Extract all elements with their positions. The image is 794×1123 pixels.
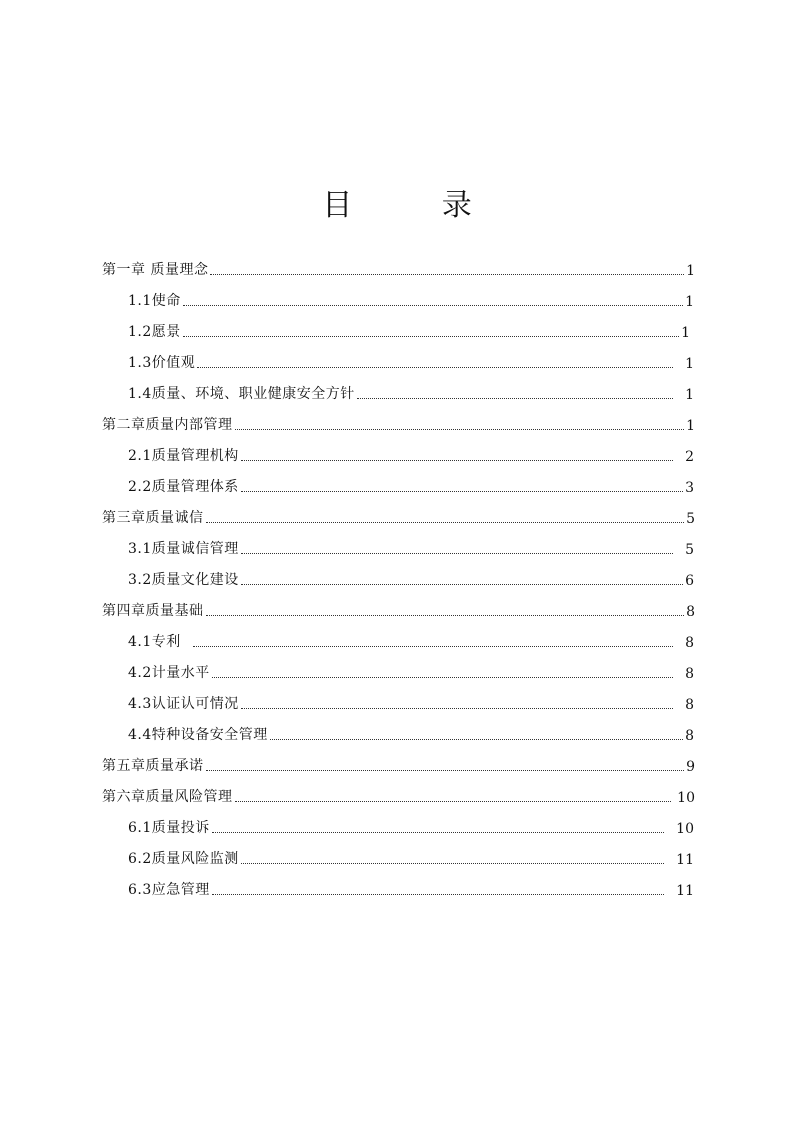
- toc-entry[interactable]: [0, 248, 695, 279]
- toc-leader: [212, 831, 664, 833]
- toc-entry-label: 3.2质量文化建设: [128, 572, 239, 588]
- toc-entry-label: 第六章质量风险管理: [102, 789, 233, 805]
- toc-entry-page: 1: [681, 325, 690, 341]
- toc-entry-page: 3: [685, 480, 694, 496]
- toc-entry[interactable]: [0, 279, 694, 310]
- toc-entry-page: 8: [685, 697, 694, 713]
- toc-entry-label: 6.2质量风险监测: [128, 851, 239, 867]
- toc-entry-page: 2: [685, 449, 694, 465]
- toc-entry[interactable]: [0, 527, 694, 558]
- toc-entry[interactable]: [0, 868, 694, 899]
- toc-entry-page: 10: [676, 821, 694, 837]
- toc-entry-page: 9: [686, 759, 695, 775]
- toc-entry[interactable]: [0, 620, 694, 651]
- toc-entry[interactable]: [0, 403, 695, 434]
- toc-entry-label: 2.1质量管理机构: [128, 448, 239, 464]
- toc-leader: [241, 552, 673, 554]
- toc-entry-page: 8: [685, 635, 694, 651]
- toc-leader: [212, 676, 673, 678]
- toc-leader: [206, 769, 685, 771]
- toc-entry-label: 第四章质量基础: [102, 603, 204, 619]
- toc-leader: [357, 397, 673, 399]
- toc-entry-label: 1.2愿景: [128, 324, 181, 340]
- toc-entry-label: 第一章 质量理念: [102, 262, 209, 278]
- page-title: 目 录: [322, 188, 512, 223]
- toc-entry-label: 4.2计量水平: [128, 665, 210, 681]
- toc-leader: [183, 335, 679, 337]
- toc-entry[interactable]: [0, 806, 694, 837]
- toc-leader: [206, 521, 685, 523]
- toc-entry[interactable]: [0, 775, 695, 806]
- toc-entry-page: 5: [685, 542, 694, 558]
- toc-entry-page: 11: [676, 883, 694, 899]
- toc-entry-label: 1.3价值观: [128, 355, 196, 371]
- toc-entry[interactable]: [0, 837, 694, 868]
- toc-entry-page: 1: [685, 356, 694, 372]
- toc-entry[interactable]: [0, 372, 694, 403]
- toc-leader: [210, 273, 684, 275]
- toc-entry-page: 1: [685, 387, 694, 403]
- toc-entry[interactable]: [0, 651, 694, 682]
- toc-entry-label: 6.1质量投诉: [128, 820, 210, 836]
- toc-entry-label: 6.3应急管理: [128, 882, 210, 898]
- toc-entry[interactable]: [0, 434, 694, 465]
- toc-entry[interactable]: [0, 341, 694, 372]
- toc-leader: [235, 428, 685, 430]
- table-of-contents: [0, 248, 794, 899]
- toc-entry-label: 4.1专利: [128, 634, 181, 650]
- toc-entry-label: 第三章质量诚信: [102, 510, 204, 526]
- toc-leader: [241, 490, 683, 492]
- toc-leader: [241, 459, 673, 461]
- toc-leader: [183, 304, 683, 306]
- toc-entry-label: 第五章质量承诺: [102, 758, 204, 774]
- toc-entry-page: 6: [685, 573, 694, 589]
- toc-leader: [193, 645, 673, 647]
- toc-entry[interactable]: [0, 744, 695, 775]
- toc-leader: [235, 800, 672, 802]
- toc-leader: [270, 738, 683, 740]
- toc-entry[interactable]: [0, 713, 694, 744]
- toc-entry-page: 8: [685, 728, 694, 744]
- toc-entry-page: 1: [686, 418, 695, 434]
- toc-entry-page: 8: [686, 604, 695, 620]
- toc-entry-page: 5: [686, 511, 695, 527]
- toc-entry-label: 2.2质量管理体系: [128, 479, 239, 495]
- toc-entry[interactable]: [0, 310, 690, 341]
- toc-entry-label: 3.1质量诚信管理: [128, 541, 239, 557]
- toc-entry-label: 1.4质量、环境、职业健康安全方针: [128, 386, 355, 402]
- toc-leader: [212, 893, 664, 895]
- toc-entry-label: 第二章质量内部管理: [102, 417, 233, 433]
- toc-leader: [206, 614, 685, 616]
- toc-entry-page: 1: [685, 294, 694, 310]
- toc-entry-label: 4.4特种设备安全管理: [128, 727, 268, 743]
- toc-entry-page: 1: [686, 263, 695, 279]
- toc-entry[interactable]: [0, 589, 695, 620]
- toc-entry[interactable]: [0, 682, 694, 713]
- toc-entry-page: 10: [677, 790, 695, 806]
- toc-entry-label: 1.1使命: [128, 293, 181, 309]
- toc-entry[interactable]: [0, 496, 695, 527]
- toc-leader: [241, 707, 673, 709]
- toc-leader: [241, 583, 683, 585]
- toc-leader: [197, 366, 673, 368]
- toc-entry-label: 4.3认证认可情况: [128, 696, 239, 712]
- toc-entry[interactable]: [0, 558, 694, 589]
- toc-entry[interactable]: [0, 465, 694, 496]
- toc-entry-page: 11: [676, 852, 694, 868]
- toc-leader: [241, 862, 664, 864]
- toc-entry-page: 8: [685, 666, 694, 682]
